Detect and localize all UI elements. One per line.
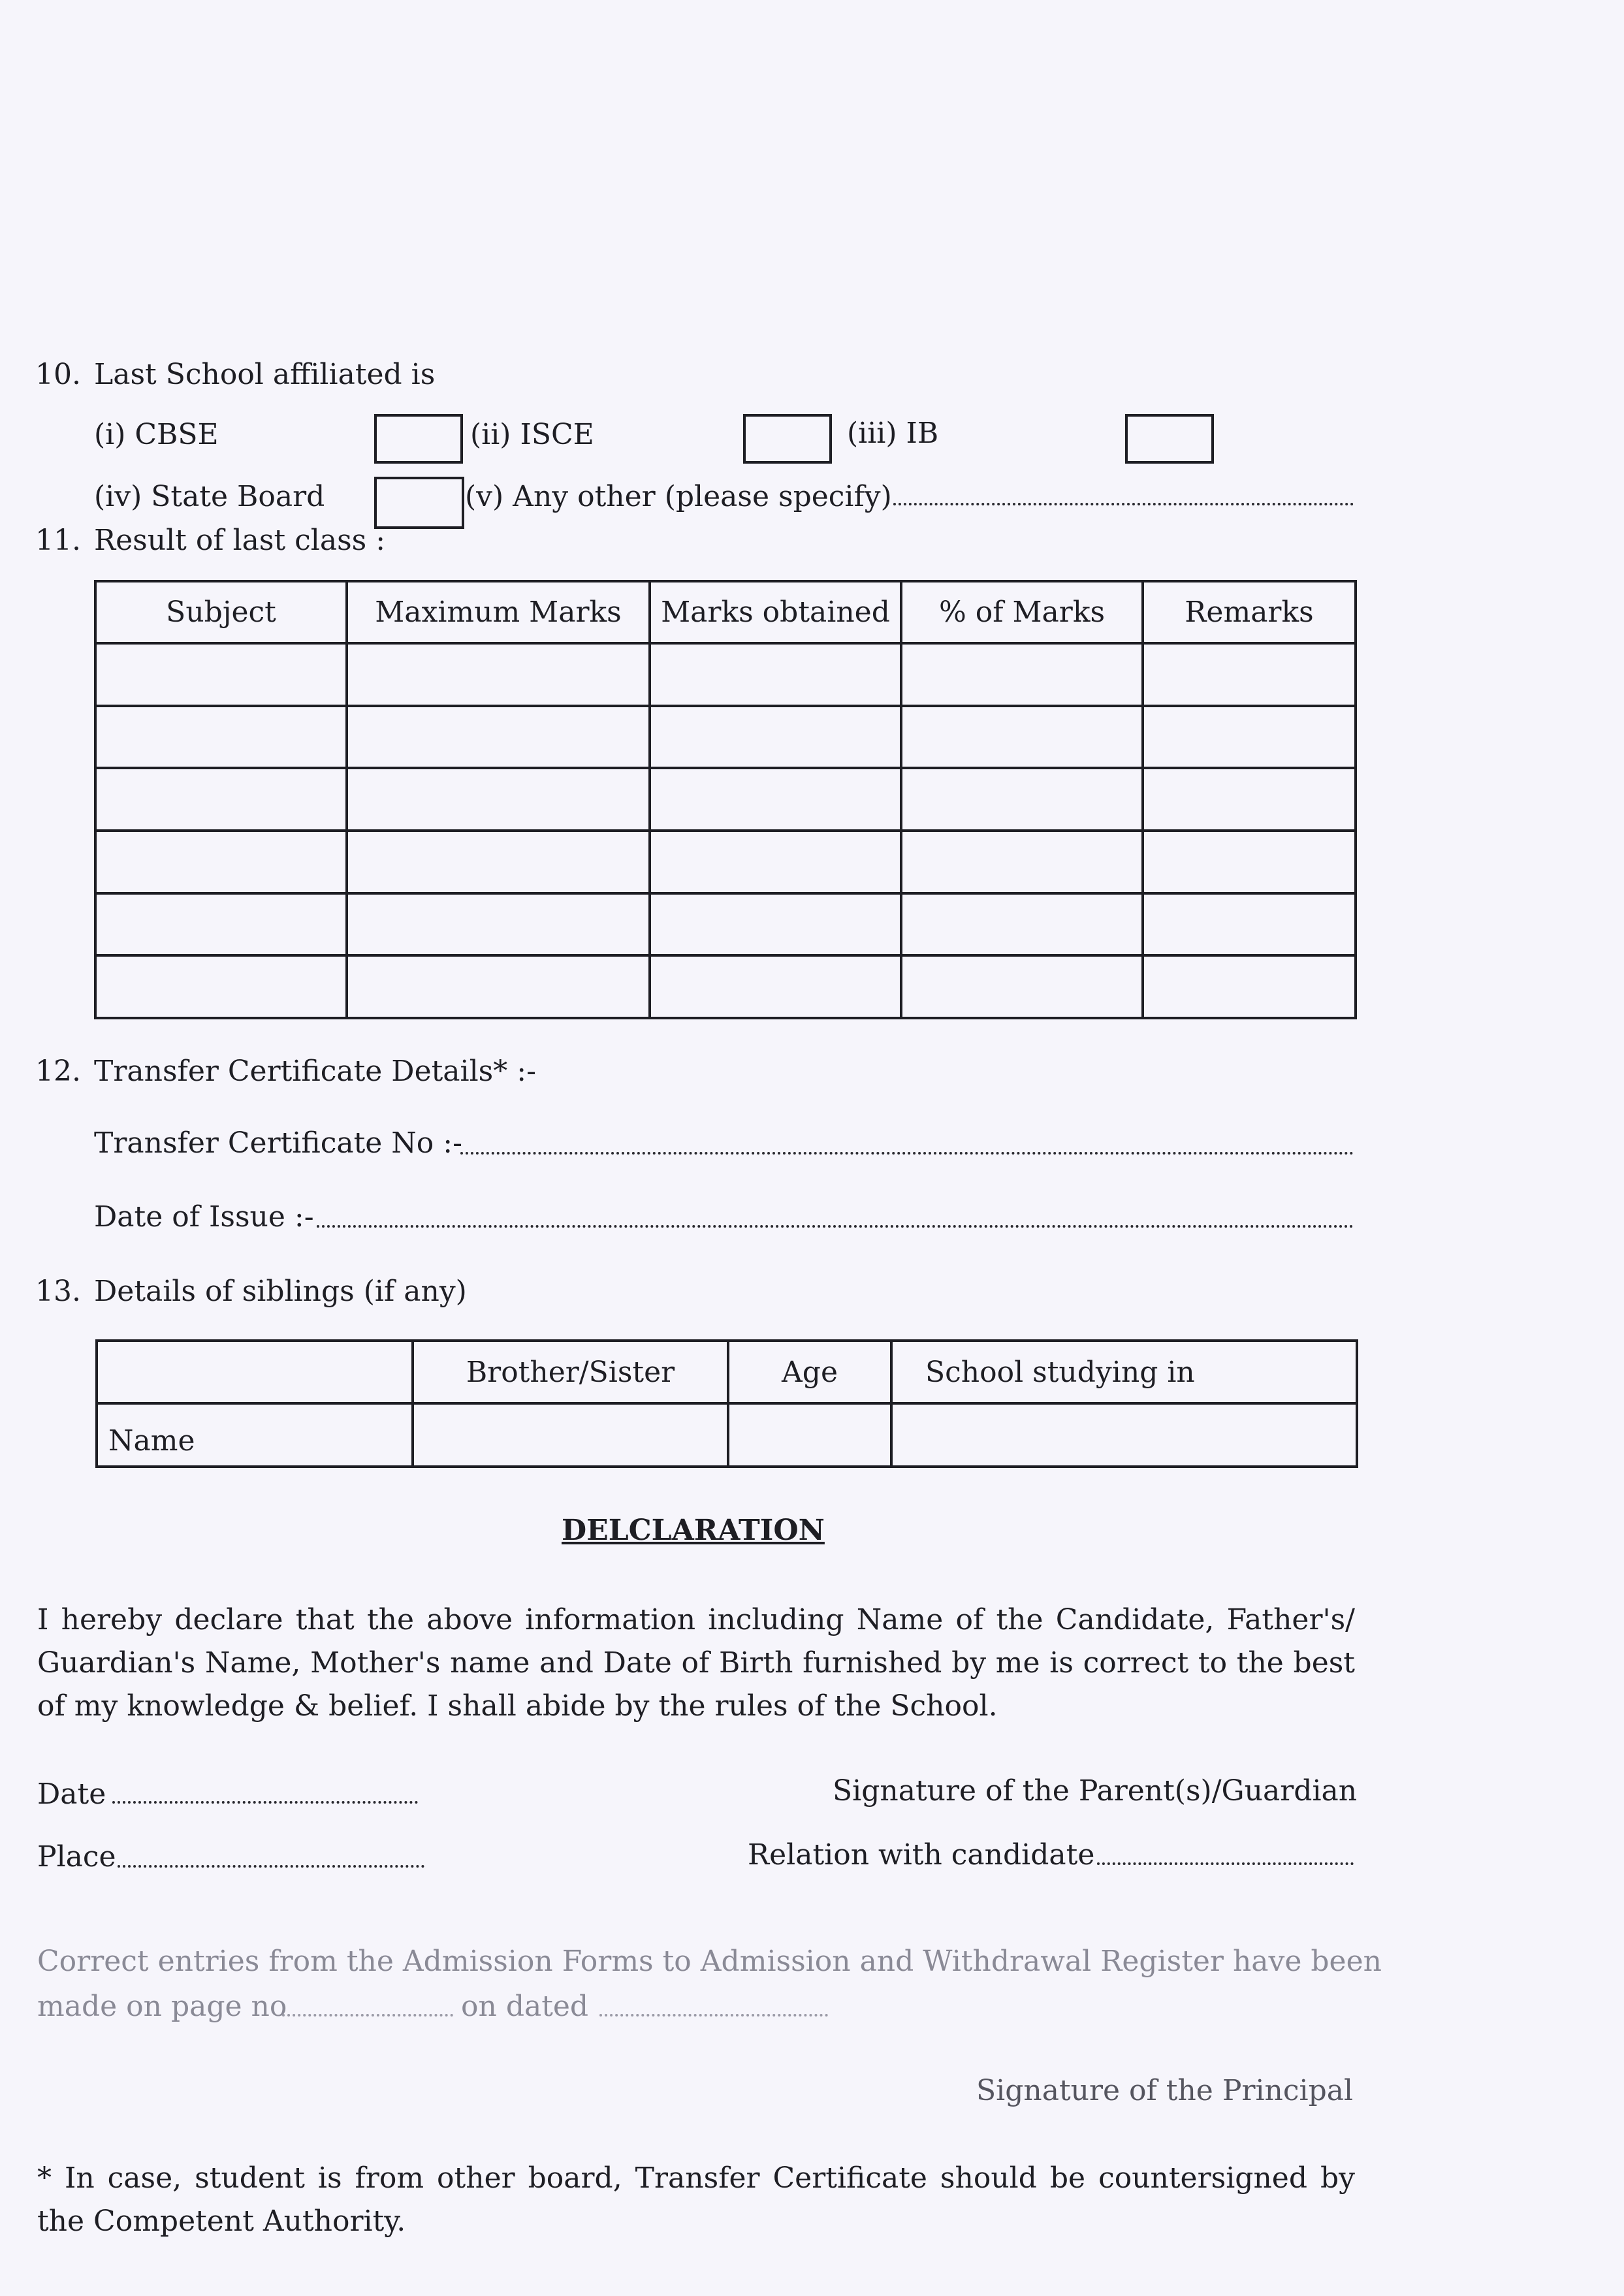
table-row: [95, 643, 1356, 706]
q11-label: Result of last class :: [94, 524, 386, 557]
result-header-percent: % of Marks: [901, 581, 1143, 643]
table-cell[interactable]: [95, 893, 347, 956]
table-cell[interactable]: [901, 768, 1143, 831]
option-cbse-label: (i) CBSE: [94, 418, 219, 451]
table-cell[interactable]: [413, 1403, 728, 1467]
siblings-header-blank: [97, 1341, 413, 1403]
siblings-header-age: Age: [728, 1341, 891, 1403]
table-cell[interactable]: [901, 643, 1143, 706]
q13-number: 13.: [35, 1275, 81, 1308]
siblings-name-label: Name: [97, 1403, 413, 1467]
parent-signature-label: Signature of the Parent(s)/Guardian: [833, 1774, 1358, 1808]
table-cell[interactable]: [901, 955, 1143, 1018]
siblings-header-school: School studying in: [891, 1341, 1357, 1403]
q10-label: Last School affiliated is: [94, 358, 436, 391]
table-cell[interactable]: [1143, 643, 1356, 706]
option-isce-checkbox[interactable]: [743, 414, 832, 464]
table-cell[interactable]: [347, 706, 650, 769]
option-isce-label: (ii) ISCE: [470, 418, 594, 451]
result-table-header: [95, 581, 1356, 643]
tc-number-field[interactable]: [460, 1152, 1354, 1155]
result-header-subject: Subject: [95, 581, 347, 643]
principal-signature-label: Signature of the Principal: [976, 2074, 1354, 2107]
office-entry-dated-label: on dated: [461, 1990, 589, 2023]
q12-number: 12.: [35, 1055, 81, 1088]
place-label: Place: [37, 1840, 116, 1873]
q12-label: Transfer Certificate Details* :-: [94, 1055, 536, 1088]
table-cell[interactable]: [347, 768, 650, 831]
table-cell[interactable]: [891, 1403, 1357, 1467]
result-header-marks-obtained: Marks obtained: [650, 581, 901, 643]
tc-number-label: Transfer Certificate No :-: [94, 1126, 462, 1160]
office-dated-field[interactable]: [599, 2014, 828, 2017]
result-table: [94, 580, 1357, 1019]
q13-label: Details of siblings (if any): [94, 1275, 467, 1308]
result-header-remarks: Remarks: [1143, 581, 1356, 643]
date-field[interactable]: [112, 1801, 418, 1804]
siblings-header-brother-sister: Brother/Sister: [413, 1341, 728, 1403]
option-state-board-checkbox[interactable]: [374, 477, 464, 529]
table-cell[interactable]: [901, 831, 1143, 893]
siblings-table-header: [97, 1341, 1357, 1403]
place-field[interactable]: [118, 1865, 424, 1868]
table-row: [95, 955, 1356, 1018]
option-cbse-checkbox[interactable]: [374, 414, 463, 464]
relation-label: Relation with candidate: [748, 1838, 1095, 1872]
date-of-issue-field[interactable]: [317, 1225, 1354, 1228]
date-label: Date: [37, 1778, 106, 1811]
table-row: [97, 1403, 1357, 1467]
relation-field[interactable]: [1097, 1862, 1354, 1865]
table-cell[interactable]: [650, 831, 901, 893]
table-cell[interactable]: [95, 768, 347, 831]
date-of-issue-label: Date of Issue :-: [94, 1200, 314, 1234]
table-cell[interactable]: [728, 1403, 891, 1467]
table-cell[interactable]: [901, 893, 1143, 956]
option-ib-label: (iii) IB: [847, 417, 939, 450]
table-cell[interactable]: [95, 643, 347, 706]
option-ib-checkbox[interactable]: [1125, 414, 1214, 464]
result-header-max-marks: Maximum Marks: [347, 581, 650, 643]
table-row: [95, 768, 1356, 831]
table-cell[interactable]: [1143, 768, 1356, 831]
table-cell[interactable]: [650, 643, 901, 706]
table-cell[interactable]: [650, 768, 901, 831]
table-row: [95, 831, 1356, 893]
office-entry-page-label: made on page no: [37, 1990, 287, 2023]
table-cell[interactable]: [901, 706, 1143, 769]
table-cell[interactable]: [95, 706, 347, 769]
table-cell[interactable]: [650, 706, 901, 769]
footnote: * In case, student is from other board, Transfer Certificate should be countersigned by the Competent Authority.: [37, 2161, 1355, 2238]
table-cell[interactable]: [1143, 893, 1356, 956]
table-cell[interactable]: [1143, 706, 1356, 769]
option-other-label: (v) Any other (please specify): [465, 480, 892, 513]
option-other-field[interactable]: [893, 503, 1354, 505]
table-row: [95, 706, 1356, 769]
table-cell[interactable]: [347, 955, 650, 1018]
table-cell[interactable]: [1143, 831, 1356, 893]
office-entry-line1: Correct entries from the Admission Forms to Admission and Withdrawal Register have been: [37, 1945, 1382, 1978]
table-cell[interactable]: [347, 831, 650, 893]
siblings-table: [95, 1339, 1358, 1468]
declaration-text: I hereby declare that the above information including Name of the Candidate, Father's/ Guardian's Name, Mother's name and Date of Birth furnished by me is correct to the best of my knowledge & belief. I shall abide by the rules of the School.: [37, 1603, 1355, 1723]
q10-number: 10.: [35, 358, 81, 391]
table-cell[interactable]: [95, 955, 347, 1018]
table-cell[interactable]: [650, 955, 901, 1018]
table-cell[interactable]: [650, 893, 901, 956]
q11-number: 11.: [35, 524, 81, 557]
table-row: [95, 893, 1356, 956]
declaration-title: DELCLARATION: [562, 1514, 825, 1547]
office-page-field[interactable]: [282, 2014, 453, 2017]
table-cell[interactable]: [347, 643, 650, 706]
table-cell[interactable]: [1143, 955, 1356, 1018]
table-cell[interactable]: [95, 831, 347, 893]
table-cell[interactable]: [347, 893, 650, 956]
option-state-board-label: (iv) State Board: [94, 480, 325, 513]
